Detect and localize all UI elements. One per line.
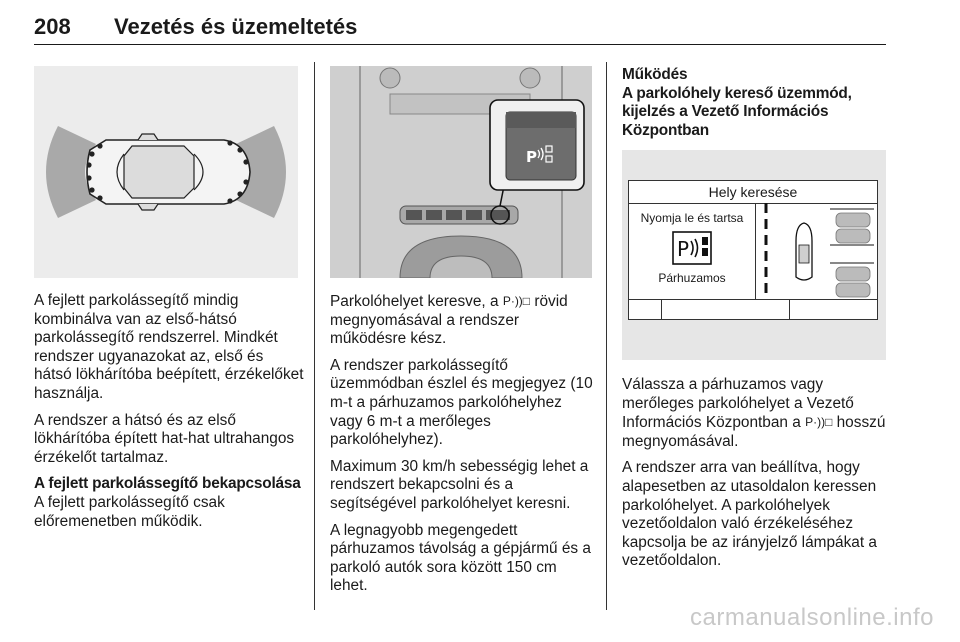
display-right-panel [756, 203, 877, 299]
paragraph: Maximum 30 km/h sebességig lehet a rendszert bekapcsolni és a segítségével parkolóhelyet keresni. [330, 457, 589, 512]
section-subheading: A parkolóhely kereső üzemmód, kijelzés a Vezető Információs Központban [622, 84, 852, 139]
paragraph: A rendszer arra van beállítva, hogy alapesetben az utasoldalon keressen parkolóhelyet. A parkolóhelyek vezetőoldalon való érzékeléséhez kapcsolja be az irányjelző lámpákat a vezetőoldalon. [622, 459, 877, 570]
svg-text:P: P [526, 148, 537, 166]
car-sensor-illustration [34, 66, 298, 278]
paragraph [330, 292, 594, 349]
section-heading: Működés [622, 66, 688, 83]
paragraph: A legnagyobb megengedett párhuzamos távolság a gépjármű és a parkoló autók sora között 150 cm lehet. [330, 521, 591, 595]
display-mode: Párhuzamos [658, 271, 726, 285]
display-bottom-bar [629, 299, 877, 320]
page-number: 208 [34, 14, 71, 39]
svg-text:P: P [677, 237, 690, 261]
parking-assist-icon [672, 231, 712, 265]
column-divider [314, 62, 315, 610]
driver-info-display-illustration [622, 150, 886, 360]
paragraph: A fejlett parkolássegítő mindig kombinálva van az első-hátsó parkolássegítő rendszerrel. Mindkét rendszer ugyanazokat az, első és hátsó lökhárítóba beépített, érzékelőket használja. [34, 292, 304, 402]
text: Parkolóhelyet keresve, a [330, 293, 499, 310]
display-left-panel [629, 203, 756, 299]
paragraph: A rendszer a hátsó és az első lökhárítóba épített hat-hat ultrahangos érzékelőt tartalmaz. [34, 411, 295, 466]
text: rövid megnyomásával a rendszer működésre kész. [330, 293, 568, 348]
paragraph [622, 376, 892, 451]
display-instruction: Nyomja le és tartsa [640, 211, 744, 225]
section-heading: A fejlett parkolássegítő bekapcsolása [34, 475, 301, 493]
parking-assist-icon: P·))□ [502, 294, 531, 308]
center-console-illustration [330, 66, 592, 278]
text: hosszú megnyomásával. [622, 414, 886, 450]
watermark: carmanualsonline.info [690, 604, 934, 631]
paragraph: A rendszer parkolássegítő üzemmódban észlel és megjegyez (10 m-t a párhuzamos parkolóhelyhez vagy 6 m-t a merőleges parkolóhelyhez). [330, 356, 593, 449]
display-screen [628, 180, 878, 320]
parking-assist-icon: P·))□ [805, 415, 833, 430]
paragraph: A fejlett parkolássegítő csak előremenetben működik. [34, 493, 225, 530]
display-title: Hely keresése [629, 181, 877, 204]
page-header [34, 10, 886, 45]
column-divider [606, 62, 607, 610]
text: Válassza a párhuzamos vagy merőleges parkolóhelyet a Vezető Információs Központban a [622, 376, 854, 432]
chapter-title: Vezetés és üzemeltetés [114, 14, 358, 39]
